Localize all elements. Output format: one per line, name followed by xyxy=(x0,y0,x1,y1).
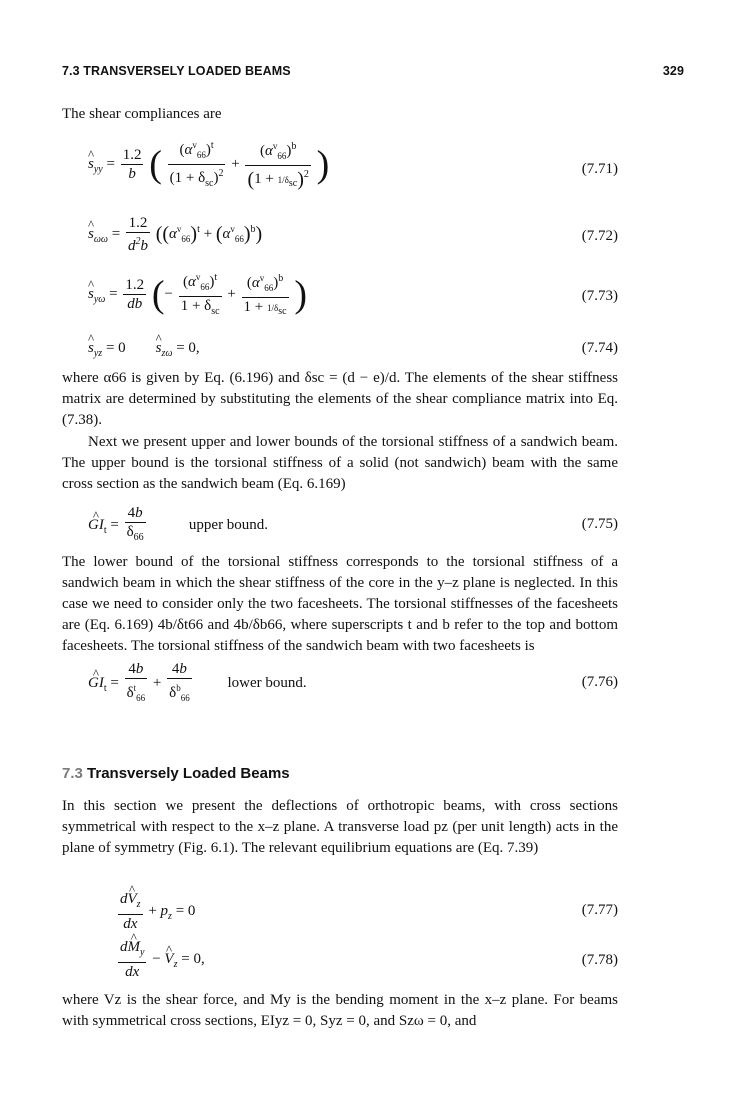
equation-7-78: $\frac{d\^{} M_y}{dx}$ − ^ $V_z = 0$, (7.78) xyxy=(62,938,618,984)
equation-7-73: ^ $s_{y\omega}$ = $\frac{1.2}{db}$ (− $\frac{(\alpha^v_{66})^t}{1 + \delta_{sc}}$ + $\frac{(\alpha^v_{66})^b}{1 + 1/\delta_{sc}}$ ) (7.73) xyxy=(62,268,618,326)
equation-number: (7.76) xyxy=(581,674,618,690)
equation-7-76: ^ $GI_t$ = $\frac{4b}{\delta^t_{66}}$ + $\frac{4b}{\delta^b_{66}}$ lower bound. (7.76) xyxy=(62,660,618,708)
page-number: 329 xyxy=(662,64,684,78)
section-heading xyxy=(62,765,290,782)
equation-number: (7.72) xyxy=(581,228,618,244)
equation-number: (7.78) xyxy=(581,952,618,968)
paragraph-lower-bound: The lower bound of the torsional stiffness corresponds to the torsional stiffness of a sandwich beam in which the shear stiffness of the core in the y–z plane is neglected. In this case we need to consider only the two facesheets. The torsional stiffnesses of the facesheets are (Eq. 6.169) 4b/δt66 and 4b/δb66, where superscripts t and b refer to the top and bottom facesheets. The torsional stiffness of the sandwich beam with two facesheets is xyxy=(62,554,618,654)
paragraph-section-intro: In this section we present the deflections of orthotropic beams, with cross sections symmetrical with respect to the x–z plane. A transverse load pz (per unit length) acts in the plane of symmetry (Fig. 6.1). The relevant equilibrium equations are (Eq. 7.39) xyxy=(62,798,618,856)
running-head: 7.3 TRANSVERSELY LOADED BEAMS xyxy=(62,64,291,78)
equation-number: (7.73) xyxy=(581,288,618,304)
lower-bound-label: lower bound. xyxy=(227,674,307,691)
equation-7-71: ^ $s_{yy}$ = $\frac{1.2}{b}$ ( $\frac{(\alpha^v_{66})^t}{(1 + \delta_{sc})^2}$ + $\frac{(\alpha^v_{66})^b}{(1 + 1/\delta_{sc})^2}$ ) (7.71) xyxy=(62,136,618,202)
running-header xyxy=(62,64,684,82)
paragraph-final: where Vz is the shear force, and My is the bending moment in the x–z plane. For beams with symmetrical cross sections, EIyz = 0, Syz = 0, and Szω = 0, and xyxy=(62,992,618,1029)
equation-7-74: ^ $s_{yz} = 0$ ^ $s_{z\omega} = 0$, (7.74) xyxy=(62,340,618,362)
equation-7-75: ^ $GI_t$ = $\frac{4b}{\delta_{66}}$ upper bound. (7.75) xyxy=(62,504,618,548)
equation-number: (7.71) xyxy=(581,161,618,177)
section-title: Transversely Loaded Beams xyxy=(87,765,290,782)
equation-number: (7.75) xyxy=(581,516,618,532)
equation-number: (7.74) xyxy=(581,340,618,356)
intro-text: The shear compliances are xyxy=(62,106,222,122)
equation-7-77: $\frac{d\^{} V_z}{dx}$ + $p_z = 0$ (7.77) xyxy=(62,890,618,936)
equation-7-72: ^ $s_{\omega\omega}$ = $\frac{1.2}{d^2b}$ $((\alpha^v_{66})^t + (\alpha^v_{66})^b)$ (7.72) xyxy=(62,214,618,260)
paragraph-bounds: Next we present upper and lower bounds of the torsional stiffness of a sandwich beam. The upper bound is the torsional stiffness of a solid (not sandwich) beam with the same cross section as the sandwich beam (Eq. 6.169) xyxy=(62,434,618,492)
paragraph-after-compliances: where α66 is given by Eq. (6.196) and δsc = (d − e)/d. The elements of the shear stiffness matrix are determined by substituting the elements of the shear compliance matrix into Eq. (7.38). xyxy=(62,370,618,428)
upper-bound-label: upper bound. xyxy=(188,516,269,533)
section-number: 7.3 xyxy=(62,765,83,782)
equation-number: (7.77) xyxy=(581,902,618,918)
